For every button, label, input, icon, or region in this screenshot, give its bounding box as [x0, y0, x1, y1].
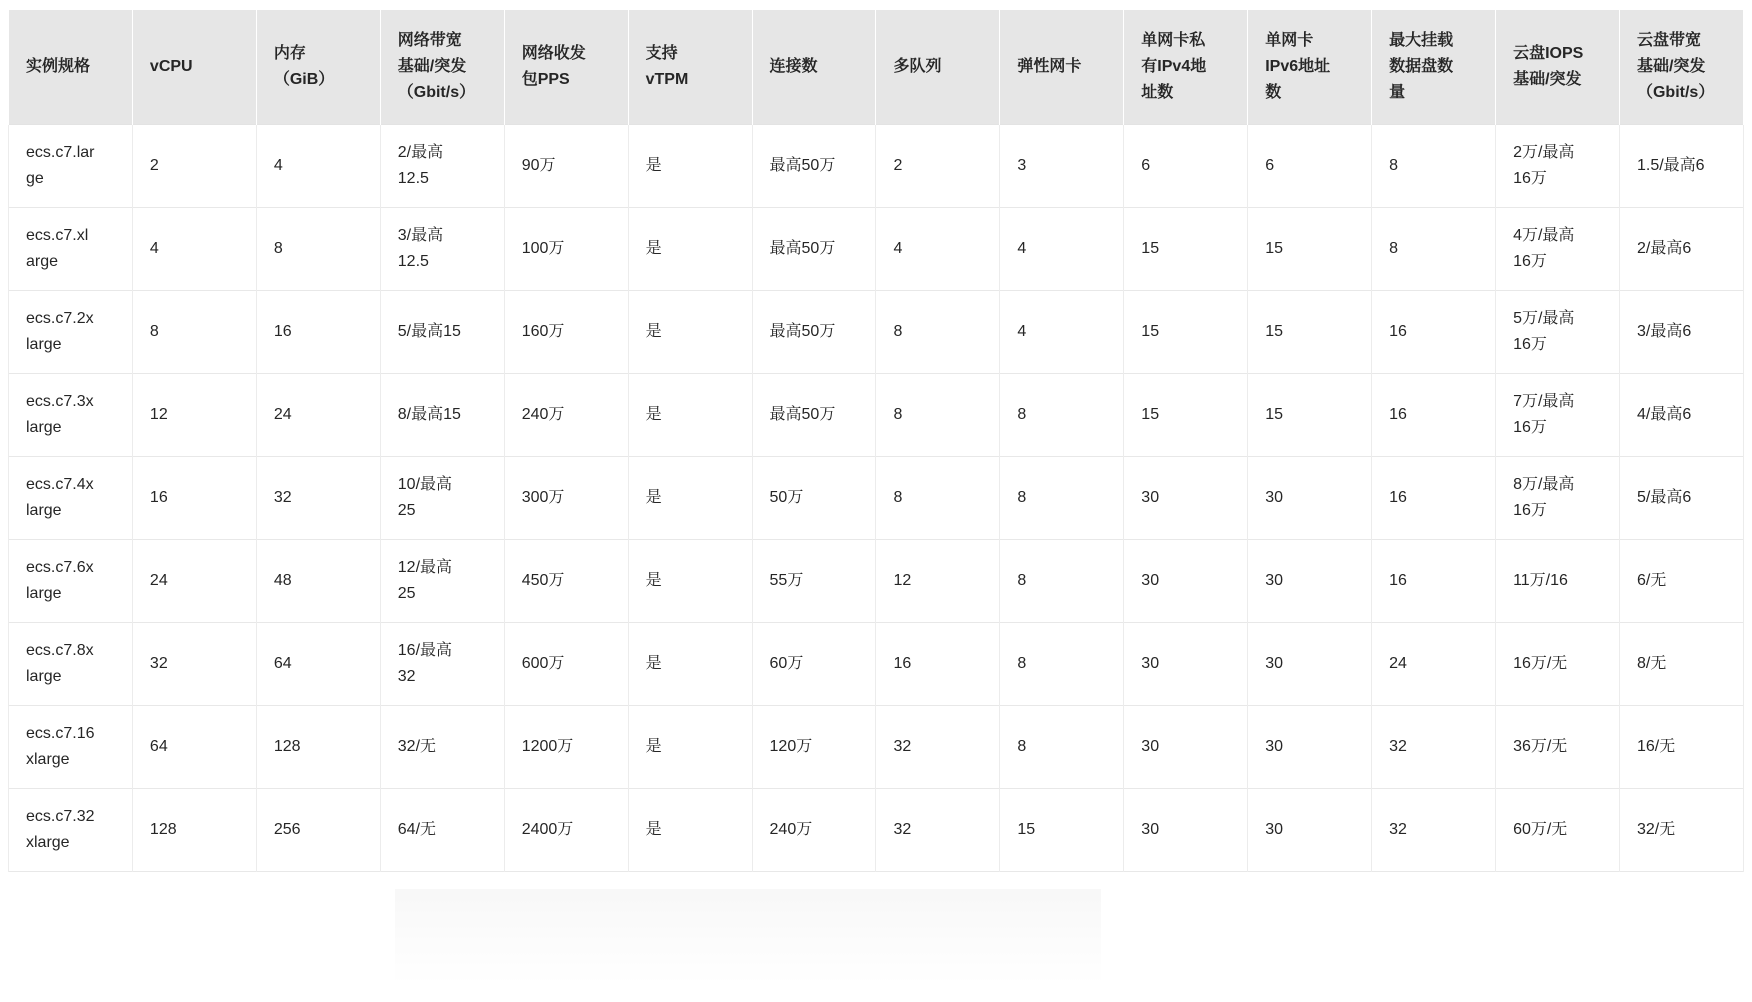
column-header: 网络带宽基础/突发（Gbit/s） [380, 10, 504, 125]
table-cell: 64/无 [380, 789, 504, 872]
table-cell: 是 [628, 125, 752, 208]
table-row [9, 125, 1744, 208]
table-cell: 450万 [504, 540, 628, 623]
table-cell: 128 [132, 789, 256, 872]
table-cell: 1.5/最高6 [1619, 125, 1743, 208]
table-cell: 最高50万 [752, 374, 876, 457]
table-cell: 30 [1124, 623, 1248, 706]
table-cell: 8 [132, 291, 256, 374]
table-cell: 8/无 [1619, 623, 1743, 706]
table-cell: 32 [132, 623, 256, 706]
table-row [9, 789, 1744, 872]
column-header: 支持vTPM [628, 10, 752, 125]
table-cell: 15 [1124, 291, 1248, 374]
table-cell: 15 [1248, 374, 1372, 457]
instance-spec-cell: ecs.c7.32xlarge [9, 789, 133, 872]
table-cell: 是 [628, 291, 752, 374]
table-cell: 32 [876, 789, 1000, 872]
table-cell: 30 [1124, 540, 1248, 623]
table-cell: 7万/最高16万 [1496, 374, 1620, 457]
column-header: 单网卡IPv6地址数 [1248, 10, 1372, 125]
table-cell: 24 [256, 374, 380, 457]
table-cell: 是 [628, 457, 752, 540]
instance-spec-cell: ecs.c7.8xlarge [9, 623, 133, 706]
table-cell: 240万 [752, 789, 876, 872]
table-cell: 30 [1248, 623, 1372, 706]
table-cell: 12/最高25 [380, 540, 504, 623]
table-cell: 30 [1124, 706, 1248, 789]
table-cell: 8 [876, 457, 1000, 540]
table-cell: 16万/无 [1496, 623, 1620, 706]
table-cell: 3/最高12.5 [380, 208, 504, 291]
column-header: 云盘IOPS基础/突发 [1496, 10, 1620, 125]
table-cell: 8万/最高16万 [1496, 457, 1620, 540]
table-cell: 4/最高6 [1619, 374, 1743, 457]
table-row [9, 623, 1744, 706]
table-cell: 16/无 [1619, 706, 1743, 789]
column-header: 弹性网卡 [1000, 10, 1124, 125]
table-cell: 6 [1124, 125, 1248, 208]
column-header: 连接数 [752, 10, 876, 125]
table-row [9, 706, 1744, 789]
table-cell: 8 [256, 208, 380, 291]
bottom-edge-shadow [395, 889, 1101, 1002]
table-cell: 2400万 [504, 789, 628, 872]
table-cell: 3 [1000, 125, 1124, 208]
instance-spec-cell: ecs.c7.3xlarge [9, 374, 133, 457]
column-header: 内存（GiB） [256, 10, 380, 125]
table-cell: 64 [256, 623, 380, 706]
table-cell: 16 [256, 291, 380, 374]
column-header: 多队列 [876, 10, 1000, 125]
table-cell: 128 [256, 706, 380, 789]
table-cell: 4 [1000, 208, 1124, 291]
table-row [9, 540, 1744, 623]
table-cell: 8 [1000, 706, 1124, 789]
table-cell: 16 [132, 457, 256, 540]
table-cell: 24 [1372, 623, 1496, 706]
table-cell: 4万/最高16万 [1496, 208, 1620, 291]
table-cell: 100万 [504, 208, 628, 291]
column-header: 网络收发包PPS [504, 10, 628, 125]
table-cell: 4 [876, 208, 1000, 291]
table-cell: 是 [628, 540, 752, 623]
table-cell: 16 [1372, 540, 1496, 623]
table-cell: 8 [1000, 457, 1124, 540]
instance-spec-cell: ecs.c7.2xlarge [9, 291, 133, 374]
table-cell: 4 [256, 125, 380, 208]
table-cell: 5/最高6 [1619, 457, 1743, 540]
table-cell: 8 [876, 291, 1000, 374]
table-cell: 30 [1124, 789, 1248, 872]
table-cell: 8 [1000, 540, 1124, 623]
table-cell: 2 [132, 125, 256, 208]
table-cell: 90万 [504, 125, 628, 208]
instance-spec-cell: ecs.c7.xlarge [9, 208, 133, 291]
table-cell: 160万 [504, 291, 628, 374]
table-cell: 36万/无 [1496, 706, 1620, 789]
table-cell: 12 [132, 374, 256, 457]
table-cell: 4 [1000, 291, 1124, 374]
table-cell: 15 [1000, 789, 1124, 872]
table-cell: 6/无 [1619, 540, 1743, 623]
table-cell: 15 [1248, 291, 1372, 374]
table-cell: 是 [628, 789, 752, 872]
table-cell: 是 [628, 623, 752, 706]
table-cell: 最高50万 [752, 291, 876, 374]
table-cell: 8/最高15 [380, 374, 504, 457]
table-cell: 16 [876, 623, 1000, 706]
header-row [9, 10, 1744, 125]
table-cell: 30 [1248, 789, 1372, 872]
table-cell: 30 [1248, 540, 1372, 623]
column-header: 实例规格 [9, 10, 133, 125]
table-cell: 6 [1248, 125, 1372, 208]
table-cell: 2 [876, 125, 1000, 208]
table-row [9, 374, 1744, 457]
instance-spec-table [8, 10, 1744, 872]
table-cell: 240万 [504, 374, 628, 457]
table-cell: 4 [132, 208, 256, 291]
table-cell: 是 [628, 706, 752, 789]
table-cell: 64 [132, 706, 256, 789]
table-cell: 最高50万 [752, 125, 876, 208]
table-row [9, 291, 1744, 374]
table-cell: 2/最高12.5 [380, 125, 504, 208]
table-cell: 16 [1372, 291, 1496, 374]
table-cell: 24 [132, 540, 256, 623]
table-cell: 30 [1124, 457, 1248, 540]
instance-spec-cell: ecs.c7.4xlarge [9, 457, 133, 540]
table-body [9, 125, 1744, 872]
table-cell: 5万/最高16万 [1496, 291, 1620, 374]
table-cell: 30 [1248, 706, 1372, 789]
table-cell: 11万/16 [1496, 540, 1620, 623]
table-cell: 60万 [752, 623, 876, 706]
table-cell: 8 [1000, 374, 1124, 457]
table-cell: 32 [1372, 789, 1496, 872]
table-cell: 16 [1372, 457, 1496, 540]
table-cell: 32/无 [380, 706, 504, 789]
table-row [9, 457, 1744, 540]
table-cell: 32 [1372, 706, 1496, 789]
table-cell: 600万 [504, 623, 628, 706]
table-cell: 48 [256, 540, 380, 623]
table-cell: 30 [1248, 457, 1372, 540]
table-cell: 32 [256, 457, 380, 540]
table-cell: 8 [876, 374, 1000, 457]
instance-spec-table-container [8, 10, 1744, 872]
table-cell: 256 [256, 789, 380, 872]
instance-spec-cell: ecs.c7.6xlarge [9, 540, 133, 623]
table-cell: 300万 [504, 457, 628, 540]
table-cell: 32 [876, 706, 1000, 789]
table-cell: 60万/无 [1496, 789, 1620, 872]
table-cell: 3/最高6 [1619, 291, 1743, 374]
column-header: 单网卡私有IPv4地址数 [1124, 10, 1248, 125]
instance-spec-cell: ecs.c7.large [9, 125, 133, 208]
table-cell: 8 [1372, 208, 1496, 291]
table-cell: 2/最高6 [1619, 208, 1743, 291]
instance-spec-cell: ecs.c7.16xlarge [9, 706, 133, 789]
column-header: vCPU [132, 10, 256, 125]
table-cell: 32/无 [1619, 789, 1743, 872]
table-cell: 15 [1124, 208, 1248, 291]
table-cell: 16 [1372, 374, 1496, 457]
table-cell: 8 [1000, 623, 1124, 706]
table-cell: 是 [628, 208, 752, 291]
table-cell: 120万 [752, 706, 876, 789]
table-row [9, 208, 1744, 291]
table-cell: 15 [1124, 374, 1248, 457]
table-cell: 最高50万 [752, 208, 876, 291]
table-cell: 2万/最高16万 [1496, 125, 1620, 208]
table-head [9, 10, 1744, 125]
table-cell: 10/最高25 [380, 457, 504, 540]
table-cell: 55万 [752, 540, 876, 623]
column-header: 云盘带宽基础/突发（Gbit/s） [1619, 10, 1743, 125]
table-cell: 5/最高15 [380, 291, 504, 374]
table-cell: 50万 [752, 457, 876, 540]
table-cell: 16/最高32 [380, 623, 504, 706]
table-cell: 15 [1248, 208, 1372, 291]
column-header: 最大挂载数据盘数量 [1372, 10, 1496, 125]
table-cell: 8 [1372, 125, 1496, 208]
table-cell: 是 [628, 374, 752, 457]
table-cell: 1200万 [504, 706, 628, 789]
table-cell: 12 [876, 540, 1000, 623]
